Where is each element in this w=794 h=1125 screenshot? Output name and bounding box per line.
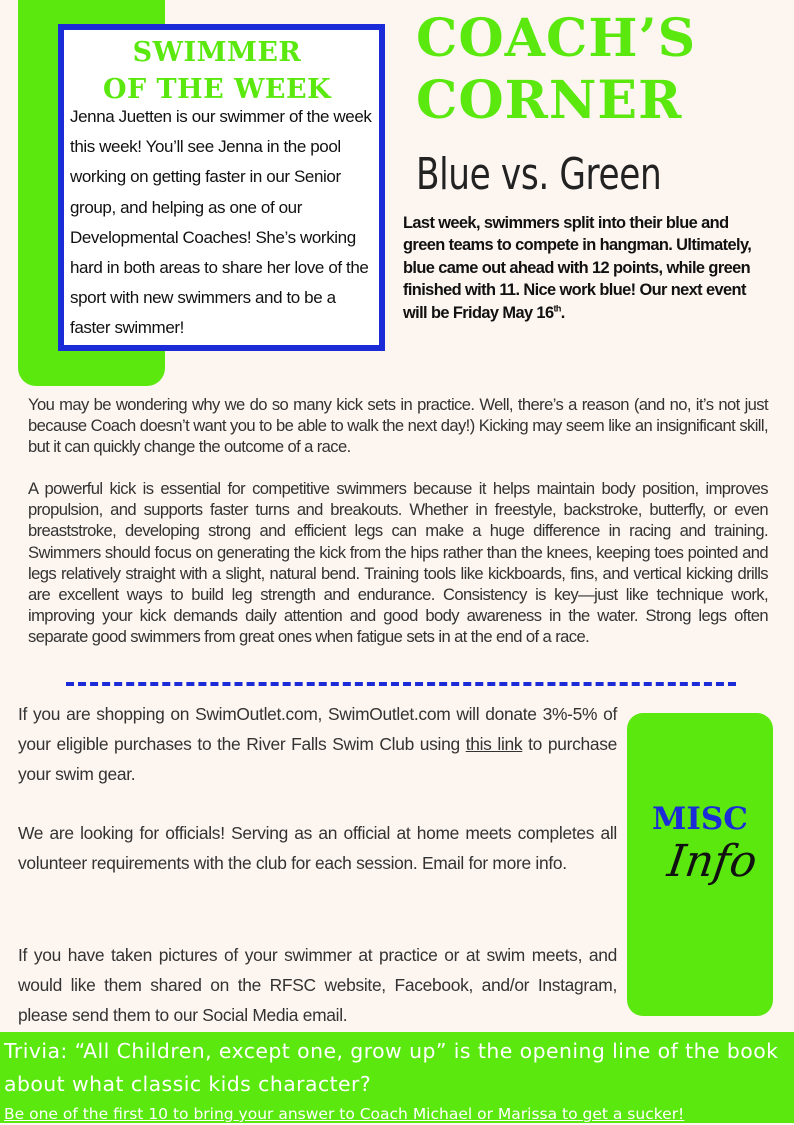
coaches-corner-title [416, 8, 786, 132]
coaches-corner-title-line1: COACH’S [416, 8, 697, 69]
section-divider [66, 682, 736, 686]
misc-title: MISC [652, 801, 748, 837]
swimoutlet-text: If you are shopping on SwimOutlet.com, SwimOutlet.com will donate 3%-5% of your eligible purchases to the River Falls Swim Club using [18, 704, 617, 754]
swimmer-of-week-title [58, 34, 376, 108]
officials-paragraph: We are looking for officials! Serving as an official at home meets completes all volunteer requirements with the club for each session. Email for more info. [18, 823, 617, 873]
swimmer-of-week-title-line2: OF THE WEEK [102, 74, 332, 105]
coaches-corner-title-line2: CORNER [416, 70, 683, 131]
photos-paragraph: If you have taken pictures of your swimmer at practice or at swim meets, and would like them shared on the RFSC website, Facebook, and/or Instagram, please send them to our Social Media email. [18, 945, 617, 1025]
ordinal-suffix: th [553, 303, 561, 314]
blue-vs-green-text: Last week, swimmers split into their blue and green teams to compete in hangman. Ultimately, blue came out ahead with 12 points, while green finished with 11. Nice work blue! Our next event will be Friday May 16 [403, 214, 752, 322]
swimoutlet-paragraph [18, 699, 617, 789]
swimmer-of-week-title-line1: SWIMMER [132, 37, 302, 68]
blue-vs-green-end: . [560, 303, 565, 322]
kick-article-paragraph-1: You may be wondering why we do so many kick sets in practice. Well, there’s a reason (and no, it’s not just because Coach doesn’t want you to be able to walk the next day!) Kicking may seem like an insignificant skill, but it can quickly change the outcome of a race. [28, 395, 768, 457]
trivia-note: Be one of the first 10 to bring your answer to Coach Michael or Marissa to get a sucker! [4, 1105, 685, 1123]
swimoutlet-text-end: to purchase your swim gear. [18, 734, 617, 784]
swimmer-of-week-body: Jenna Juetten is our swimmer of the week this week! You’ll see Jenna in the pool working on getting faster in our Senior group, and helping as one of our Developmental Coaches! She’s working hard in both areas to share her love of the sport with new swimmers and to be a faster swimmer! [70, 107, 372, 338]
blue-vs-green-heading: Blue vs. Green [416, 149, 662, 200]
info-script-title: Info [664, 836, 761, 887]
trivia-question: Trivia: “All Children, except one, grow up” is the opening line of the book about what classic kids character? [4, 1039, 779, 1096]
kick-article-paragraph-2: A powerful kick is essential for competitive swimmers because it helps maintain body position, improves propulsion, and supports faster turns and breakouts. Whether in freestyle, backstroke, butterfly, or even breaststroke, developing strong and efficient legs can make a huge difference in racing and training. Swimmers should focus on generating the kick from the hips rather than the knees, keeping toes pointed and legs relatively straight with a slight, natural bend. Training tools like kickboards, fins, and vertical kicking drills are excellent ways to build leg strength and endurance. Consistency is key—just like technique work, improving your kick demands daily attention and good body awareness in the water. Strong legs often separate good swimmers from great ones when fatigue sets in at the end of a race. [28, 479, 768, 647]
swimoutlet-link[interactable]: this link [465, 734, 523, 754]
blue-vs-green-body [403, 212, 773, 324]
